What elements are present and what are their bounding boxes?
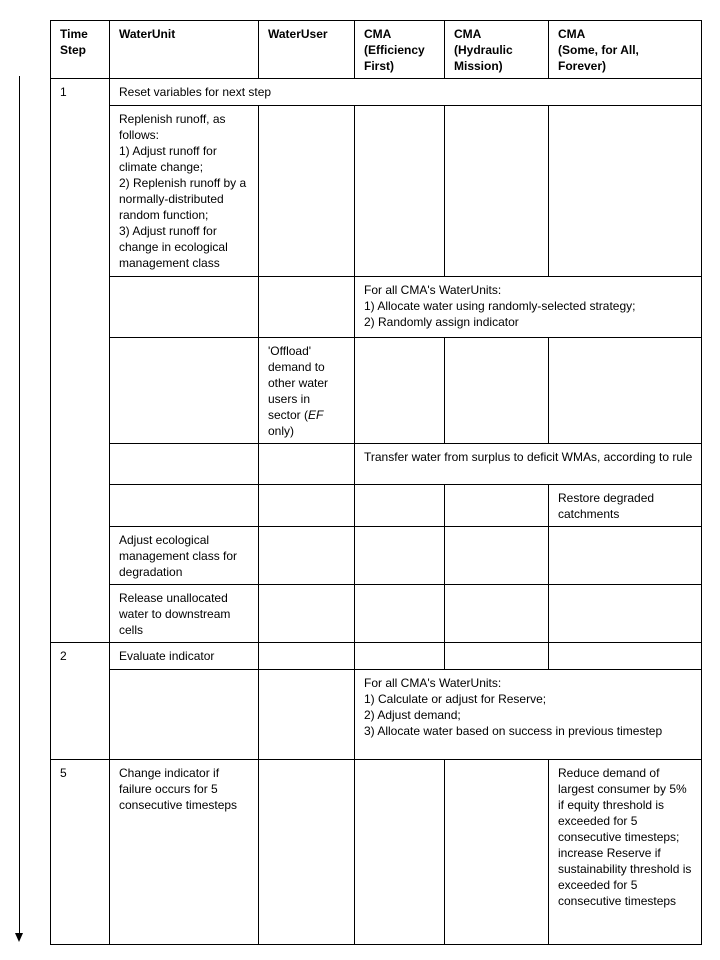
empty-cell <box>259 444 355 485</box>
table-row <box>51 760 702 945</box>
empty-cell <box>445 643 549 670</box>
offload-text-ef: EF <box>308 408 324 422</box>
cell-change-indicator: Change indicator if failure occurs for 5 consecutive timesteps <box>110 760 259 945</box>
empty-cell <box>549 527 702 585</box>
empty-cell <box>110 277 259 338</box>
empty-cell <box>259 643 355 670</box>
empty-cell <box>549 338 702 444</box>
empty-cell <box>355 585 445 643</box>
empty-cell <box>355 527 445 585</box>
empty-cell <box>355 485 445 527</box>
cell-calculate-reserve: For all CMA's WaterUnits: 1) Calculate or adjust for Reserve; 2) Adjust demand; 3) Allocate water based on success in previous timestep <box>355 670 702 760</box>
empty-cell <box>445 338 549 444</box>
header-water-unit: WaterUnit <box>110 21 259 79</box>
table-row <box>51 527 702 585</box>
time-arrow-head <box>15 933 23 942</box>
header-water-user: WaterUser <box>259 21 355 79</box>
empty-cell <box>355 106 445 277</box>
empty-cell <box>110 485 259 527</box>
table-row <box>51 585 702 643</box>
cell-offload-demand <box>259 338 355 444</box>
cell-replenish-runoff: Replenish runoff, as follows: 1) Adjust runoff for climate change; 2) Replenish runoff by a normally-distributed random function; 3) Adjust runoff for change in ecological management class <box>110 106 259 277</box>
cell-reset-variables: Reset variables for next step <box>110 79 702 106</box>
header-cma-efficiency-first: CMA (Efficiency First) <box>355 21 445 79</box>
time-step-2: 2 <box>51 643 110 760</box>
empty-cell <box>259 760 355 945</box>
offload-text-end: only) <box>268 424 295 438</box>
table-row <box>51 643 702 670</box>
header-time-step: Time Step <box>51 21 110 79</box>
empty-cell <box>259 527 355 585</box>
table-row <box>51 106 702 277</box>
offload-text-start: 'Offload' demand to other water users in sector ( <box>268 344 329 422</box>
empty-cell <box>259 670 355 760</box>
empty-cell <box>110 444 259 485</box>
time-arrow-line <box>19 76 20 934</box>
table-row <box>51 444 702 485</box>
empty-cell <box>355 760 445 945</box>
header-row <box>51 21 702 79</box>
cell-evaluate-indicator: Evaluate indicator <box>110 643 259 670</box>
table-row <box>51 485 702 527</box>
empty-cell <box>355 643 445 670</box>
table-row <box>51 670 702 760</box>
empty-cell <box>259 277 355 338</box>
empty-cell <box>445 485 549 527</box>
empty-cell <box>259 106 355 277</box>
cell-adjust-ecological-class: Adjust ecological management class for degradation <box>110 527 259 585</box>
empty-cell <box>445 585 549 643</box>
empty-cell <box>110 670 259 760</box>
cell-release-water: Release unallocated water to downstream cells <box>110 585 259 643</box>
empty-cell <box>549 106 702 277</box>
empty-cell <box>355 338 445 444</box>
empty-cell <box>445 527 549 585</box>
header-cma-hydraulic-mission: CMA (Hydraulic Mission) <box>445 21 549 79</box>
time-step-1: 1 <box>51 79 110 643</box>
process-schedule-table <box>50 20 702 945</box>
table-row <box>51 277 702 338</box>
cell-reduce-demand: Reduce demand of largest consumer by 5% if equity threshold is exceeded for 5 consecutive timesteps; increase Reserve if sustainability threshold is exceeded for 5 consecutive timesteps <box>549 760 702 945</box>
empty-cell <box>259 585 355 643</box>
header-cma-some-for-all-forever: CMA (Some, for All, Forever) <box>549 21 702 79</box>
cell-transfer-water: Transfer water from surplus to deficit WMAs, according to rule <box>355 444 702 485</box>
empty-cell <box>110 338 259 444</box>
table-row <box>51 338 702 444</box>
empty-cell <box>259 485 355 527</box>
empty-cell <box>549 643 702 670</box>
empty-cell <box>445 760 549 945</box>
time-step-5: 5 <box>51 760 110 945</box>
empty-cell <box>445 106 549 277</box>
cell-allocate-water-all-cma: For all CMA's WaterUnits: 1) Allocate water using randomly-selected strategy; 2) Randomly assign indicator <box>355 277 702 338</box>
cell-restore-catchments: Restore degraded catchments <box>549 485 702 527</box>
empty-cell <box>549 585 702 643</box>
table-row <box>51 79 702 106</box>
